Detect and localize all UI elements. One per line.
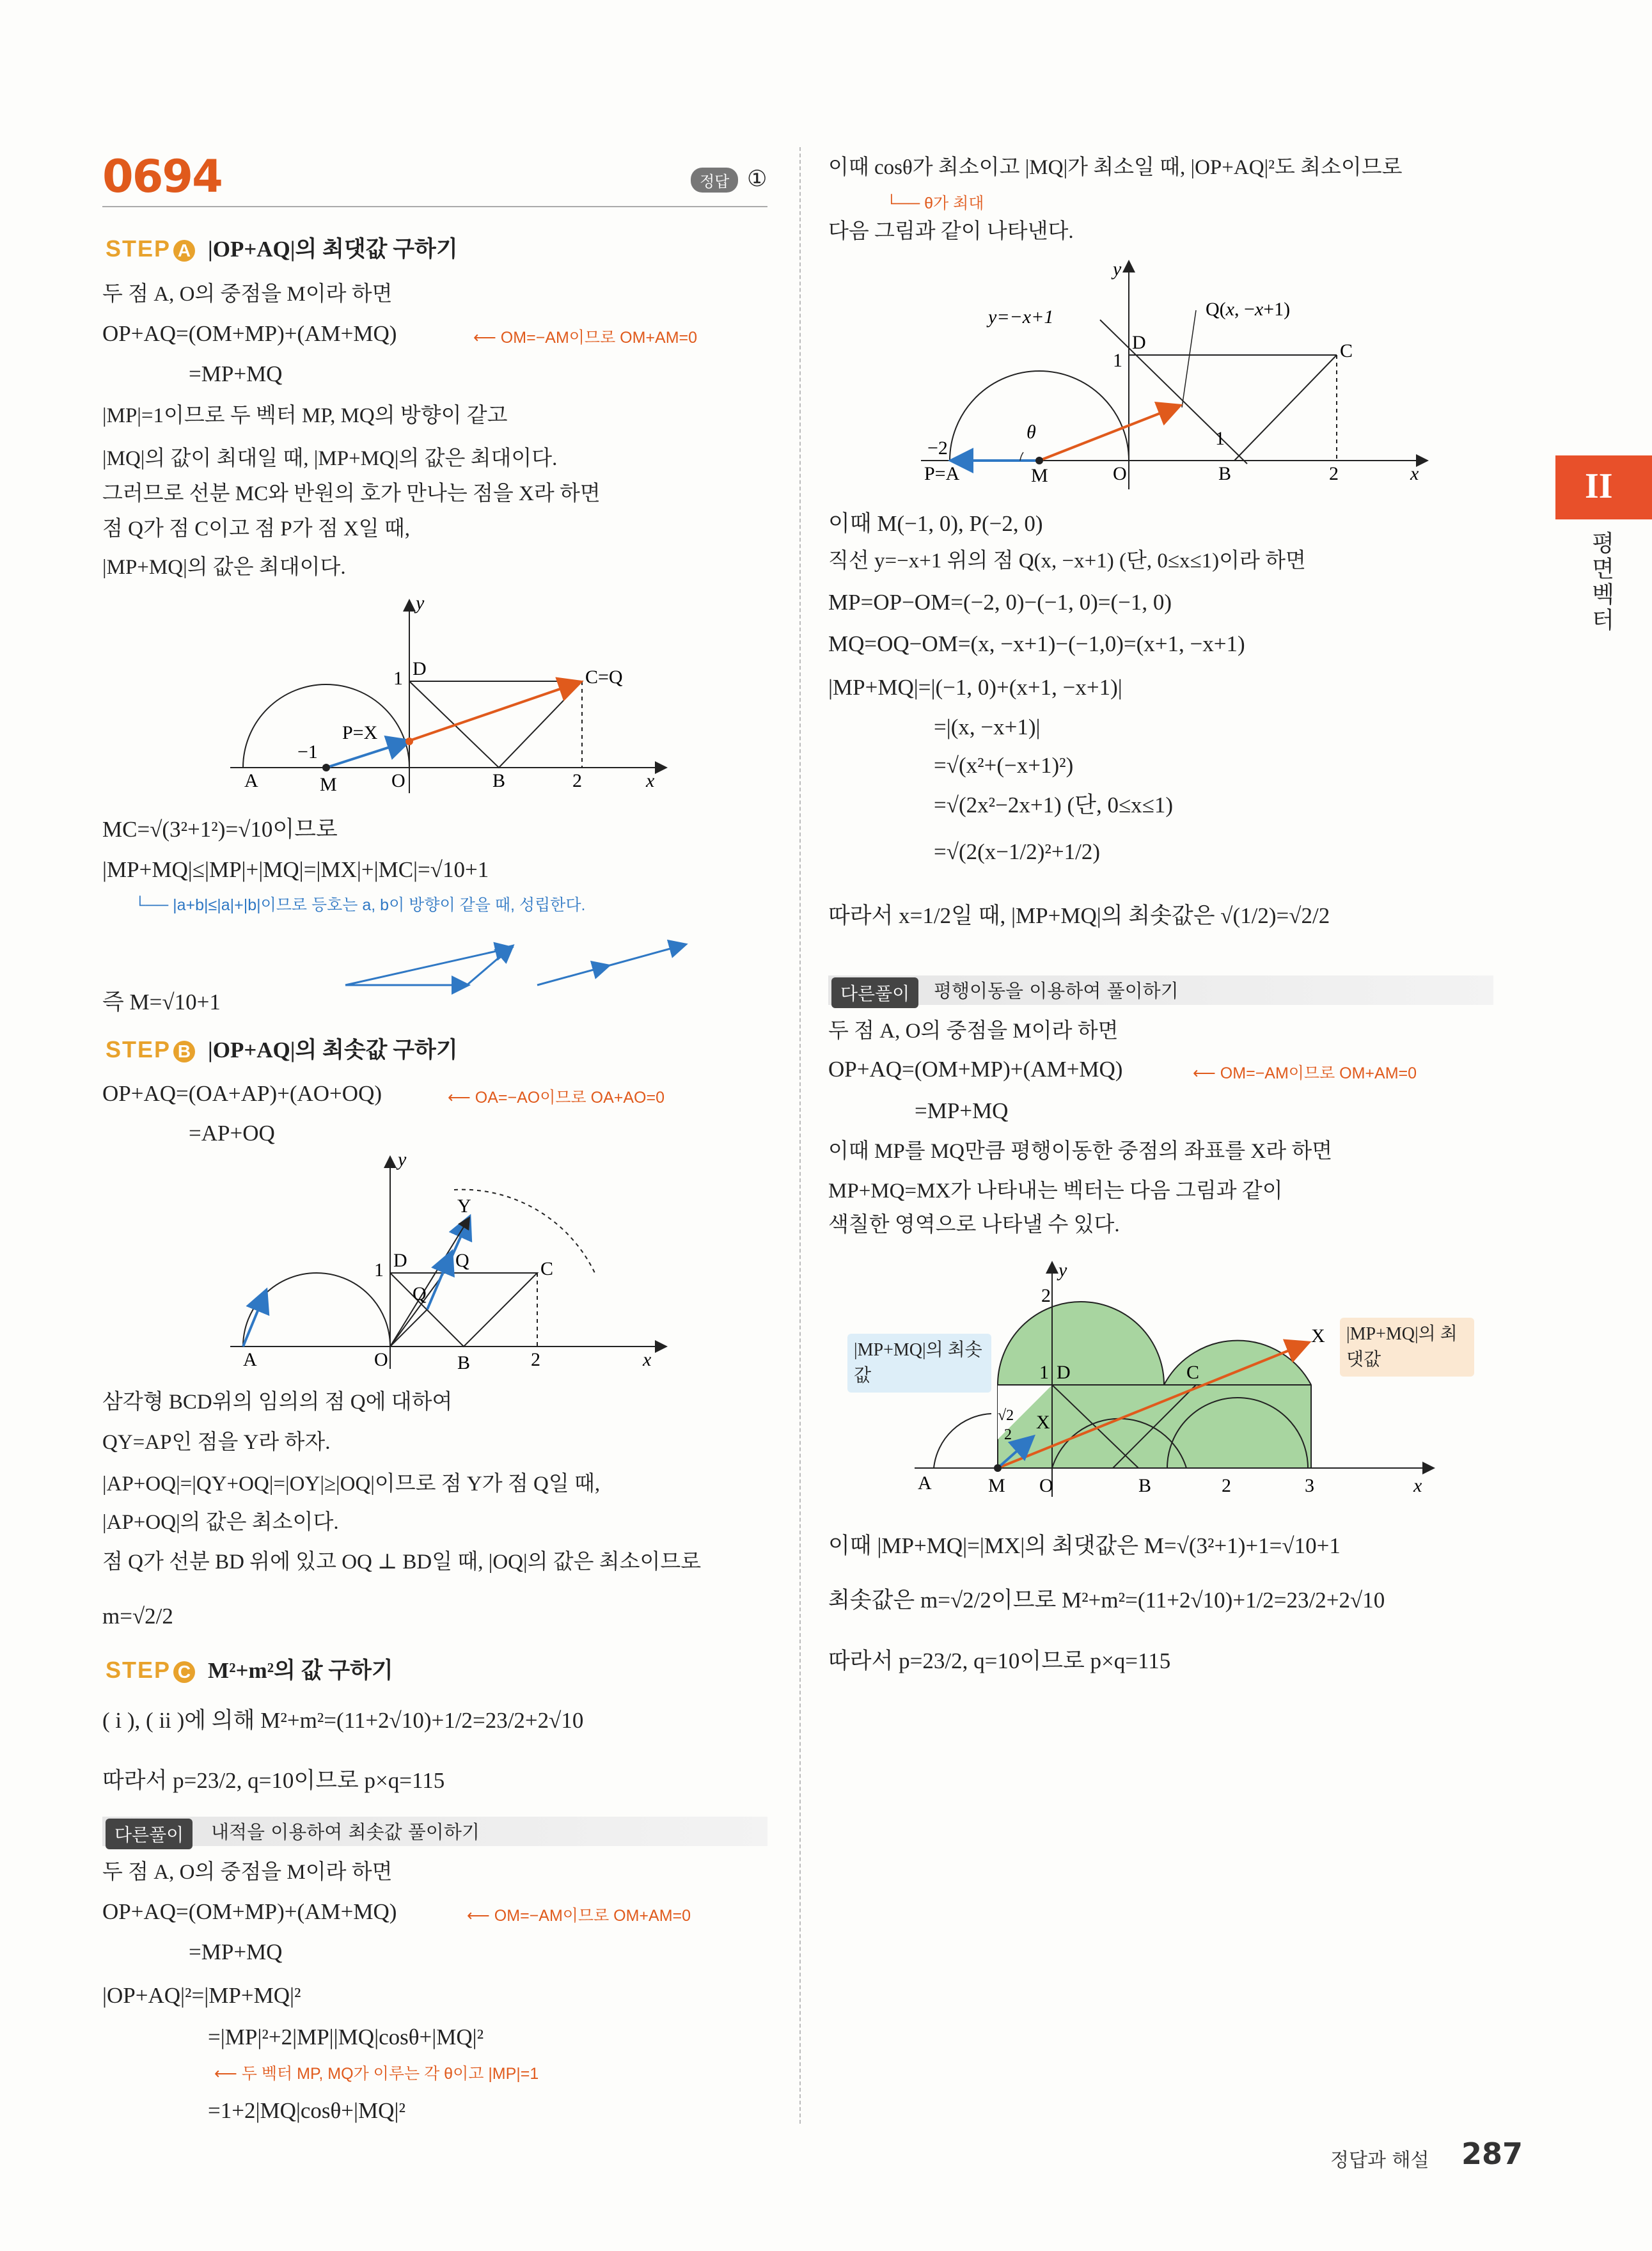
svg-text:P=A: P=A bbox=[924, 463, 960, 484]
svg-text:B: B bbox=[492, 770, 506, 791]
text-line: 두 점 A, O의 중점을 M이라 하면 bbox=[102, 283, 393, 306]
step-label: STEP bbox=[106, 235, 171, 262]
svg-text:2: 2 bbox=[531, 1349, 540, 1370]
svg-text:−1: −1 bbox=[297, 741, 318, 762]
svg-text:2: 2 bbox=[1041, 1285, 1051, 1306]
alt-solution-tag: 다른풀이 bbox=[831, 977, 918, 1008]
svg-text:X: X bbox=[1036, 1412, 1050, 1433]
svg-text:O: O bbox=[391, 770, 405, 791]
text-line: 이때 MP를 MQ만큼 평행이동한 중점의 좌표를 X라 하면 bbox=[828, 1140, 1333, 1163]
svg-text:2: 2 bbox=[1004, 1426, 1012, 1443]
equation-line: 이때 |MP+MQ|=|MX|의 최댓값은 M=√(3²+1)+1=√10+1 bbox=[828, 1533, 1341, 1558]
text-line: 다음 그림과 같이 나타낸다. bbox=[828, 220, 1074, 243]
text-line: |MP+MQ|의 값은 최대이다. bbox=[102, 556, 346, 579]
equation-line: OP+AQ=(OM+MP)+(AM+MQ) bbox=[102, 321, 397, 346]
svg-text:1: 1 bbox=[1113, 350, 1122, 371]
svg-text:1: 1 bbox=[374, 1260, 384, 1281]
side-note bbox=[1193, 1061, 1417, 1084]
header-rule bbox=[102, 206, 767, 207]
note-text: θ가 최대 bbox=[924, 194, 984, 212]
svg-text:O: O bbox=[1039, 1475, 1053, 1496]
text-line: QY=AP인 점을 Y라 하자. bbox=[102, 1431, 331, 1454]
svg-text:1: 1 bbox=[1039, 1362, 1049, 1383]
equation-line: 최솟값은 m=√2/2이므로 M²+m²=(11+2√10)+1/2=23/2+2√10 bbox=[828, 1588, 1385, 1613]
svg-text:M: M bbox=[320, 774, 337, 795]
svg-text:D: D bbox=[413, 658, 427, 679]
text-line: 점 Q가 선분 BD 위에 있고 OQ ⊥ BD일 때, |OQ|의 값은 최소이므로 bbox=[102, 1551, 702, 1574]
arrow-left-icon: ⟵ bbox=[448, 1089, 475, 1107]
equation-line: =AP+OQ bbox=[189, 1121, 275, 1146]
text-line: 두 점 A, O의 중점을 M이라 하면 bbox=[828, 1020, 1119, 1043]
svg-text:x: x bbox=[1413, 1475, 1422, 1496]
text-line: |MP|=1이므로 두 벡터 MP, MQ의 방향이 같고 bbox=[102, 404, 508, 427]
step-b-heading bbox=[106, 1036, 458, 1064]
step-b-title: |OP+AQ|의 최솟값 구하기 bbox=[208, 1038, 458, 1062]
arrow-left-icon: ⟵ bbox=[214, 2065, 242, 2083]
side-note bbox=[214, 2061, 539, 2084]
step-c-heading bbox=[106, 1657, 393, 1685]
equation-line: =√(2(x−1/2)²+1/2) bbox=[934, 839, 1100, 864]
note-text: OM=−AM이므로 OM+AM=0 bbox=[500, 329, 698, 347]
equation-line: 따라서 x=1/2일 때, |MP+MQ|의 최솟값은 √(1/2)=√2/2 bbox=[828, 903, 1330, 928]
svg-text:B: B bbox=[1218, 463, 1232, 484]
alt-solution-tag: 다른풀이 bbox=[106, 1819, 193, 1849]
svg-text:y: y bbox=[416, 592, 425, 613]
svg-text:x: x bbox=[646, 770, 655, 791]
svg-text:X: X bbox=[1311, 1325, 1325, 1347]
svg-text:M: M bbox=[988, 1475, 1005, 1496]
arrow-left-icon: ⟵ bbox=[467, 1907, 494, 1925]
equation-line: =|(x, −x+1)| bbox=[934, 715, 1041, 739]
svg-text:C=Q: C=Q bbox=[585, 667, 623, 688]
svg-text:B: B bbox=[457, 1352, 471, 1373]
arrow-up-icon: └── bbox=[134, 896, 173, 914]
equation-line: MP=OP−OM=(−2, 0)−(−1, 0)=(−1, 0) bbox=[828, 590, 1172, 615]
svg-text:D: D bbox=[393, 1250, 407, 1271]
note-text: OA=−AO이므로 OA+AO=0 bbox=[475, 1089, 665, 1107]
text-line: 점 Q가 점 C이고 점 P가 점 X일 때, bbox=[102, 517, 411, 541]
page-number: 287 bbox=[1461, 2136, 1523, 2171]
step-b-badge: B bbox=[173, 1041, 195, 1062]
svg-text:3: 3 bbox=[1305, 1475, 1314, 1496]
note-text: 두 벡터 MP, MQ가 이루는 각 θ이고 |MP|=1 bbox=[241, 2065, 539, 2083]
note-text: |a+b|≤|a|+|b|이므로 등호는 a, b이 방향이 같을 때, 성립한다. bbox=[173, 896, 586, 914]
equation-line: 따라서 p=23/2, q=10이므로 p×q=115 bbox=[828, 1648, 1171, 1673]
step-label: STEP bbox=[106, 1036, 171, 1062]
svg-text:M: M bbox=[1031, 465, 1048, 486]
svg-text:y: y bbox=[1058, 1260, 1067, 1281]
svg-text:1: 1 bbox=[1215, 428, 1225, 449]
equation-line: ( i ), ( ii )에 의해 M²+m²=(11+2√10)+1/2=23/2+2√10 bbox=[102, 1708, 584, 1733]
equation-line: OP+AQ=(OA+AP)+(AO+OQ) bbox=[102, 1081, 382, 1106]
min-value-callout: |MP+MQ|의 최솟값 bbox=[847, 1334, 991, 1393]
equation-line: 즉 M=√10+1 bbox=[102, 990, 221, 1015]
svg-text:2: 2 bbox=[572, 770, 582, 791]
arrow-up-icon: └── bbox=[886, 194, 925, 212]
note-text: OM=−AM이므로 OM+AM=0 bbox=[1220, 1064, 1417, 1082]
answer-value: ① bbox=[747, 166, 767, 191]
svg-text:P=X: P=X bbox=[342, 722, 378, 743]
side-note bbox=[473, 325, 697, 348]
svg-text:O: O bbox=[374, 1349, 388, 1370]
equation-line: |MP+MQ|≤|MP|+|MQ|=|MX|+|MC|=√10+1 bbox=[102, 857, 489, 882]
equation-line: m=√2/2 bbox=[102, 1604, 173, 1629]
equation-line: =MP+MQ bbox=[189, 1939, 283, 1964]
text-line: 삼각형 BCD위의 임의의 점 Q에 대하여 bbox=[102, 1391, 453, 1414]
svg-text:1: 1 bbox=[393, 668, 403, 689]
max-value-callout: |MP+MQ|의 최댓값 bbox=[1340, 1318, 1474, 1377]
equation-line: =1+2|MQ|cosθ+|MQ|² bbox=[208, 2098, 405, 2123]
side-note bbox=[886, 191, 984, 214]
triangle-inequality-sketch bbox=[339, 921, 697, 1004]
arrow-left-icon: ⟵ bbox=[1193, 1064, 1220, 1082]
answer-badge: 정답 bbox=[691, 168, 738, 193]
footer-label: 정답과 해설 bbox=[1330, 2149, 1429, 2172]
side-note bbox=[467, 1903, 691, 1926]
svg-text:y: y bbox=[398, 1151, 407, 1170]
svg-text:2: 2 bbox=[1222, 1475, 1231, 1496]
equation-line: =|MP|²+2|MP||MQ|cosθ+|MQ|² bbox=[208, 2025, 484, 2050]
figure-min-diagram bbox=[217, 1151, 678, 1375]
side-note bbox=[448, 1085, 665, 1108]
chapter-roman: II bbox=[1585, 466, 1613, 506]
svg-text:x: x bbox=[643, 1349, 652, 1370]
step-label: STEP bbox=[106, 1657, 171, 1683]
text-line: |MQ|의 값이 최대일 때, |MP+MQ|의 값은 최대이다. bbox=[102, 447, 558, 470]
equation-line: |MP+MQ|=|(−1, 0)+(x+1, −x+1)| bbox=[828, 675, 1122, 700]
equation-line: OP+AQ=(OM+MP)+(AM+MQ) bbox=[828, 1057, 1123, 1082]
svg-text:θ: θ bbox=[1027, 422, 1036, 443]
text-line: 그러므로 선분 MC와 반원의 호가 만나는 점을 X라 하면 bbox=[102, 482, 601, 505]
alt-solution-title: 내적을 이용하여 최솟값 풀이하기 bbox=[211, 1821, 480, 1843]
text-line: 직선 y=−x+1 위의 점 Q(x, −x+1) (단, 0≤x≤1)이라 하면 bbox=[828, 549, 1306, 573]
svg-text:A: A bbox=[243, 1349, 257, 1370]
svg-text:Q(x, −x+1): Q(x, −x+1) bbox=[1206, 299, 1291, 320]
step-a-badge: A bbox=[173, 240, 195, 262]
svg-text:y: y bbox=[1113, 258, 1122, 280]
step-a-heading bbox=[106, 235, 458, 264]
equation-line: =MP+MQ bbox=[915, 1098, 1009, 1123]
svg-text:2: 2 bbox=[1329, 463, 1339, 484]
svg-text:B: B bbox=[1138, 1475, 1152, 1496]
step-c-badge: C bbox=[173, 1661, 195, 1683]
svg-text:C: C bbox=[1340, 340, 1353, 361]
svg-text:Y: Y bbox=[457, 1196, 471, 1217]
note-text: OM=−AM이므로 OM+AM=0 bbox=[494, 1907, 691, 1925]
svg-text:C: C bbox=[1186, 1362, 1200, 1383]
svg-text:C: C bbox=[540, 1258, 554, 1279]
equation-line: 이때 M(−1, 0), P(−2, 0) bbox=[828, 511, 1043, 536]
equation-line: OP+AQ=(OM+MP)+(AM+MQ) bbox=[102, 1899, 397, 1924]
equation-line: |OP+AQ|²=|MP+MQ|² bbox=[102, 1983, 301, 2008]
svg-text:Q: Q bbox=[413, 1283, 427, 1304]
svg-text:y=−x+1: y=−x+1 bbox=[988, 306, 1054, 328]
svg-text:O: O bbox=[1113, 463, 1127, 484]
equation-line: MQ=OQ−OM=(x, −x+1)−(−1,0)=(x+1, −x+1) bbox=[828, 631, 1245, 656]
arrow-left-icon: ⟵ bbox=[473, 329, 501, 347]
svg-text:−2: −2 bbox=[927, 438, 948, 459]
equation-line: MC=√(3²+1²)=√10이므로 bbox=[102, 817, 338, 842]
text-line: |AP+OQ|의 값은 최소이다. bbox=[102, 1511, 339, 1534]
equation-line: =√(2x²−2x+1) (단, 0≤x≤1) bbox=[934, 793, 1174, 817]
step-a-title: |OP+AQ|의 최댓값 구하기 bbox=[208, 237, 458, 262]
chapter-title: 평면벡터 bbox=[1588, 531, 1614, 633]
svg-text:D: D bbox=[1132, 332, 1146, 353]
text-line: MP+MQ=MX가 나타내는 벡터는 다음 그림과 같이 bbox=[828, 1180, 1283, 1203]
svg-text:x: x bbox=[1410, 463, 1419, 484]
equation-line: 따라서 p=23/2, q=10이므로 p×q=115 bbox=[102, 1768, 445, 1793]
svg-text:A: A bbox=[918, 1473, 932, 1494]
text-line: |AP+OQ|=|QY+OQ|=|OY|≥|OQ|이므로 점 Y가 점 Q일 때, bbox=[102, 1473, 601, 1496]
text-line: 이때 cosθ가 최소이고 |MQ|가 최소일 때, |OP+AQ|²도 최소이므로 bbox=[828, 156, 1403, 179]
column-divider bbox=[799, 147, 801, 2124]
figure-max-diagram bbox=[217, 588, 678, 800]
step-c-title: M²+m²의 값 구하기 bbox=[208, 1658, 393, 1683]
text-line: 색칠한 영역으로 나타낼 수 있다. bbox=[828, 1213, 1120, 1236]
text-line: 두 점 A, O의 중점을 M이라 하면 bbox=[102, 1861, 393, 1884]
svg-text:Q: Q bbox=[455, 1250, 469, 1271]
problem-number: 0694 bbox=[102, 150, 222, 203]
svg-text:D: D bbox=[1057, 1362, 1071, 1383]
svg-text:A: A bbox=[244, 770, 258, 791]
equation-line: =MP+MQ bbox=[189, 361, 283, 386]
figure-line-diagram bbox=[889, 253, 1452, 496]
side-note bbox=[134, 892, 585, 915]
equation-line: =√(x²+(−x+1)²) bbox=[934, 753, 1074, 778]
svg-text:√2: √2 bbox=[998, 1407, 1014, 1424]
alt-solution-title: 평행이동을 이용하여 풀이하기 bbox=[934, 980, 1179, 1002]
